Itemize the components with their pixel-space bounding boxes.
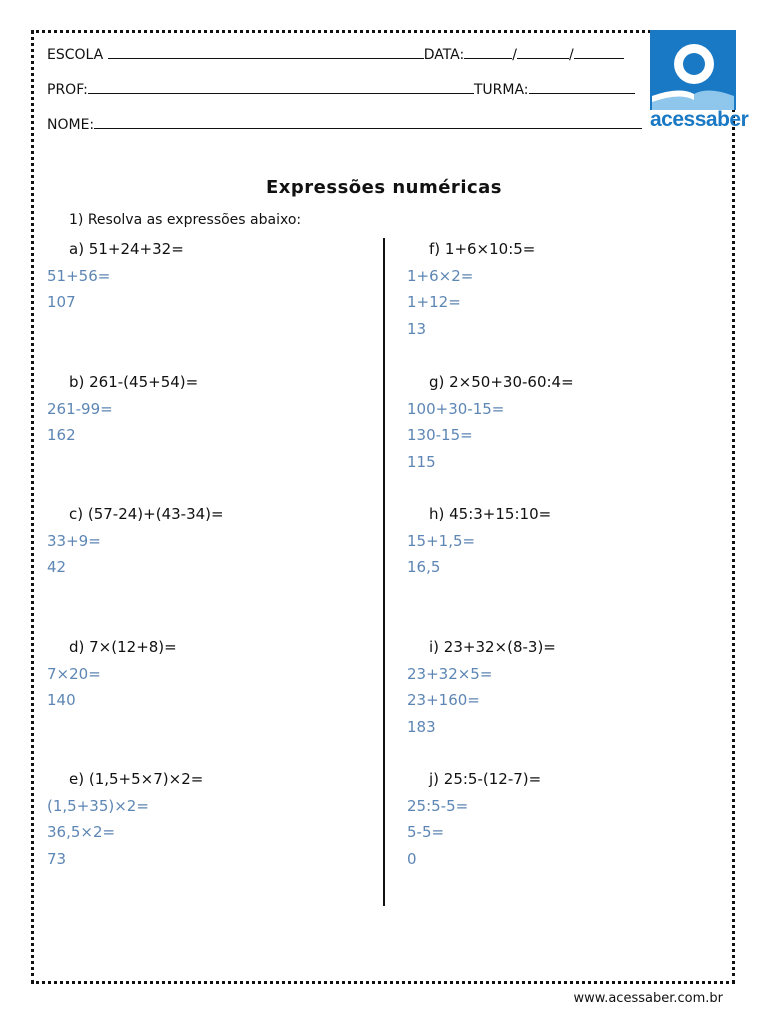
class-blank[interactable] bbox=[529, 79, 635, 94]
exercise-step: 115 bbox=[407, 452, 436, 471]
exercise-question: b) 261-(45+54)= bbox=[69, 373, 199, 391]
date-slash-1: / bbox=[512, 47, 517, 63]
exercise-step: (1,5+35)×2= bbox=[47, 796, 149, 815]
exercise-g bbox=[407, 369, 574, 475]
instruction: 1) Resolva as expressões abaixo: bbox=[69, 212, 302, 228]
exercise-b bbox=[47, 369, 198, 449]
exercise-step: 51+56= bbox=[47, 266, 111, 285]
school-blank[interactable] bbox=[108, 44, 424, 59]
class-label: TURMA: bbox=[473, 82, 529, 98]
exercise-step: 16,5 bbox=[407, 558, 441, 576]
school-field-row bbox=[47, 44, 624, 63]
teacher-field-row bbox=[47, 79, 635, 98]
date-slash-2: / bbox=[568, 47, 574, 63]
exercise-question: g) 2×50+30-60:4= bbox=[429, 373, 574, 391]
date-day-blank[interactable] bbox=[464, 44, 512, 59]
exercise-step: 162 bbox=[47, 426, 76, 444]
exercise-question: i) 23+32×(8-3)= bbox=[429, 638, 556, 656]
date-label: DATA: bbox=[423, 47, 465, 63]
exercise-question: a) 51+24+32= bbox=[69, 240, 184, 258]
exercise-step: 23+160= bbox=[407, 691, 480, 709]
exercise-i bbox=[407, 634, 556, 740]
exercise-d bbox=[47, 634, 177, 714]
date-year-blank[interactable] bbox=[574, 44, 624, 59]
exercise-step: 0 bbox=[407, 849, 417, 868]
exercise-step: 15+1,5= bbox=[407, 531, 476, 550]
date-month-blank[interactable] bbox=[517, 44, 569, 59]
name-blank[interactable] bbox=[94, 114, 642, 129]
exercise-question: d) 7×(12+8)= bbox=[69, 638, 177, 656]
exercise-question: e) (1,5+5×7)×2= bbox=[69, 770, 204, 788]
footer-url[interactable]: www.acessaber.com.br bbox=[573, 991, 723, 1006]
exercise-a bbox=[47, 236, 184, 316]
exercise-step: 36,5×2= bbox=[47, 823, 116, 841]
exercise-c bbox=[47, 501, 224, 581]
school-label: ESCOLA bbox=[47, 47, 104, 63]
exercise-step: 25:5-5= bbox=[407, 796, 469, 815]
exercise-f bbox=[407, 236, 535, 342]
teacher-blank[interactable] bbox=[88, 79, 474, 94]
exercise-step: 73 bbox=[47, 849, 67, 868]
name-label: NOME: bbox=[47, 117, 95, 133]
exercise-step: 130-15= bbox=[407, 426, 473, 444]
exercise-step: 107 bbox=[47, 293, 76, 311]
exercise-step: 42 bbox=[47, 558, 67, 576]
exercise-step: 23+32×5= bbox=[407, 664, 493, 683]
exercise-question: h) 45:3+15:10= bbox=[429, 505, 552, 523]
exercise-step: 33+9= bbox=[47, 531, 101, 550]
name-field-row bbox=[47, 114, 642, 133]
logo-wordmark: acessaber bbox=[650, 108, 749, 131]
exercise-step: 1+6×2= bbox=[407, 266, 474, 285]
exercise-step: 100+30-15= bbox=[407, 399, 505, 418]
exercise-step: 13 bbox=[407, 319, 427, 338]
exercise-step: 7×20= bbox=[47, 664, 101, 683]
exercise-j bbox=[407, 766, 541, 872]
exercise-question: c) (57-24)+(43-34)= bbox=[69, 505, 224, 523]
exercise-h bbox=[407, 501, 551, 581]
column-divider bbox=[383, 238, 385, 906]
exercise-e bbox=[47, 766, 203, 872]
exercise-step: 261-99= bbox=[47, 399, 113, 418]
exercise-step: 140 bbox=[47, 691, 76, 709]
exercise-step: 5-5= bbox=[407, 823, 445, 841]
exercise-step: 1+12= bbox=[407, 293, 461, 311]
exercise-question: j) 25:5-(12-7)= bbox=[429, 770, 542, 788]
page-title: Expressões numéricas bbox=[265, 177, 503, 198]
exercise-step: 183 bbox=[407, 717, 436, 736]
exercise-question: f) 1+6×10:5= bbox=[429, 240, 536, 258]
teacher-label: PROF: bbox=[47, 82, 88, 98]
